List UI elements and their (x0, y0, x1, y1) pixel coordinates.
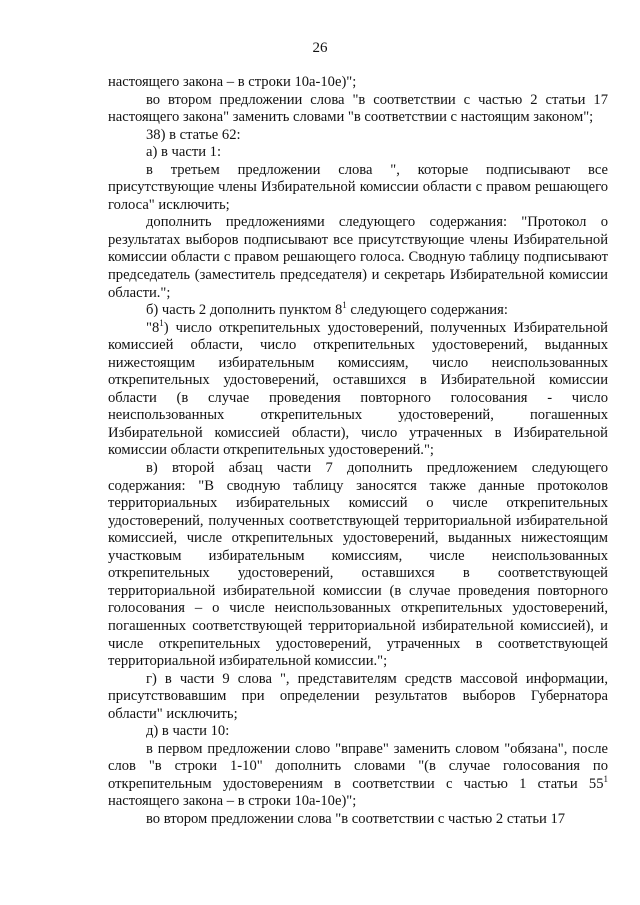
superscript: 1 (159, 317, 164, 328)
paragraph-text: настоящего закона – в строки 10а-10е)"; (108, 793, 357, 810)
paragraph-p7 (108, 302, 608, 320)
paragraph-text: "8 (146, 319, 160, 336)
paragraph-p1 (108, 74, 608, 92)
paragraph-text: в первом предложении слово "вправе" заменить словом "обязана", после слов "в строки 1-10" дополнить словами "(в случае голосования по открепительным удостоверениям в соответствии с частью 1 статьи 55 (108, 740, 608, 792)
page-number: 26 (312, 40, 328, 56)
paragraph-text: в третьем предложении слова ", которые подписывают все присутствующие члены Избирательной комиссии области с правом решающего голоса" исключить; (108, 161, 608, 213)
document-body (108, 74, 608, 829)
paragraph-text: б) часть 2 дополнить пунктом 8 (146, 302, 343, 319)
paragraph-text: во втором предложении слова "в соответствии с частью 2 статьи 17 настоящего закона" заменить словами "в соответствии с настоящим законом"; (108, 91, 608, 126)
paragraph-p13 (108, 811, 608, 829)
superscript: 1 (342, 300, 347, 311)
paragraph-p5 (108, 162, 608, 215)
paragraph-text: а) в части 1: (146, 144, 222, 161)
paragraph-text: в) второй абзац части 7 дополнить предложением следующего содержания: "В сводную таблицу заносятся также данные протоколов территориальных избирательных комиссий о числе открепительных удостоверений, полученных соответствующей территориальной избирательной комиссией, числе открепительных удостоверений, выданных нижестоящим участковым избирательным комиссиям, числе неиспользованных открепительных удостоверений, оставшихся в соответствующей территориальной избирательной комиссии (в случае проведения повторного голосования – о числе неиспользованных открепительных удостоверений, погашенных соответствующей территориальной избирательной комиссией), и числе открепительных удостоверений, утраченных в соответствующей территориальной избирательной комиссии."; (108, 460, 608, 670)
paragraph-p4 (108, 144, 608, 162)
paragraph-p10 (108, 671, 608, 724)
paragraph-text: следующего содержания: (346, 302, 508, 319)
paragraph-p8 (108, 317, 608, 460)
paragraph-text: настоящего закона – в строки 10а-10е)"; (108, 74, 357, 90)
paragraph-p12 (108, 741, 608, 811)
paragraph-text: 38) в статье 62: (146, 126, 241, 143)
paragraph-p9 (108, 460, 608, 671)
paragraph-p11 (108, 723, 608, 741)
paragraph-text: ) число открепительных удостоверений, полученных Избирательной комиссией области, число открепительных удостоверений, выданных нижестоящим избирательным комиссиям, число неиспользованных открепительных удостоверений, оставшихся в Избирательной комиссии области (в случае проведения повторного голосования - число неиспользованных открепительных удостоверений, погашенных Избирательной комиссией области), число утраченных в Избирательной комиссии области открепительных удостоверений."; (108, 319, 608, 459)
paragraph-text: д) в части 10: (146, 723, 230, 740)
paragraph-text: во втором предложении слова "в соответствии с частью 2 статьи 17 (146, 810, 566, 827)
paragraph-text: дополнить предложениями следующего содержания: "Протокол о результатах выборов подписывают все присутствующие члены Избирательной комиссии области с правом решающего голоса. Сводную таблицу подписывают председатель (заместитель председателя) и секретарь Избирательной комиссии области."; (108, 214, 608, 301)
paragraph-p3 (108, 127, 608, 145)
paragraph-p6 (108, 214, 608, 302)
superscript: 1 (603, 774, 608, 785)
paragraph-p2 (108, 92, 608, 127)
paragraph-text: г) в части 9 слова ", представителям средств массовой информации, присутствовавшим при определении результатов выборов Губернатора области" исключить; (108, 670, 608, 722)
